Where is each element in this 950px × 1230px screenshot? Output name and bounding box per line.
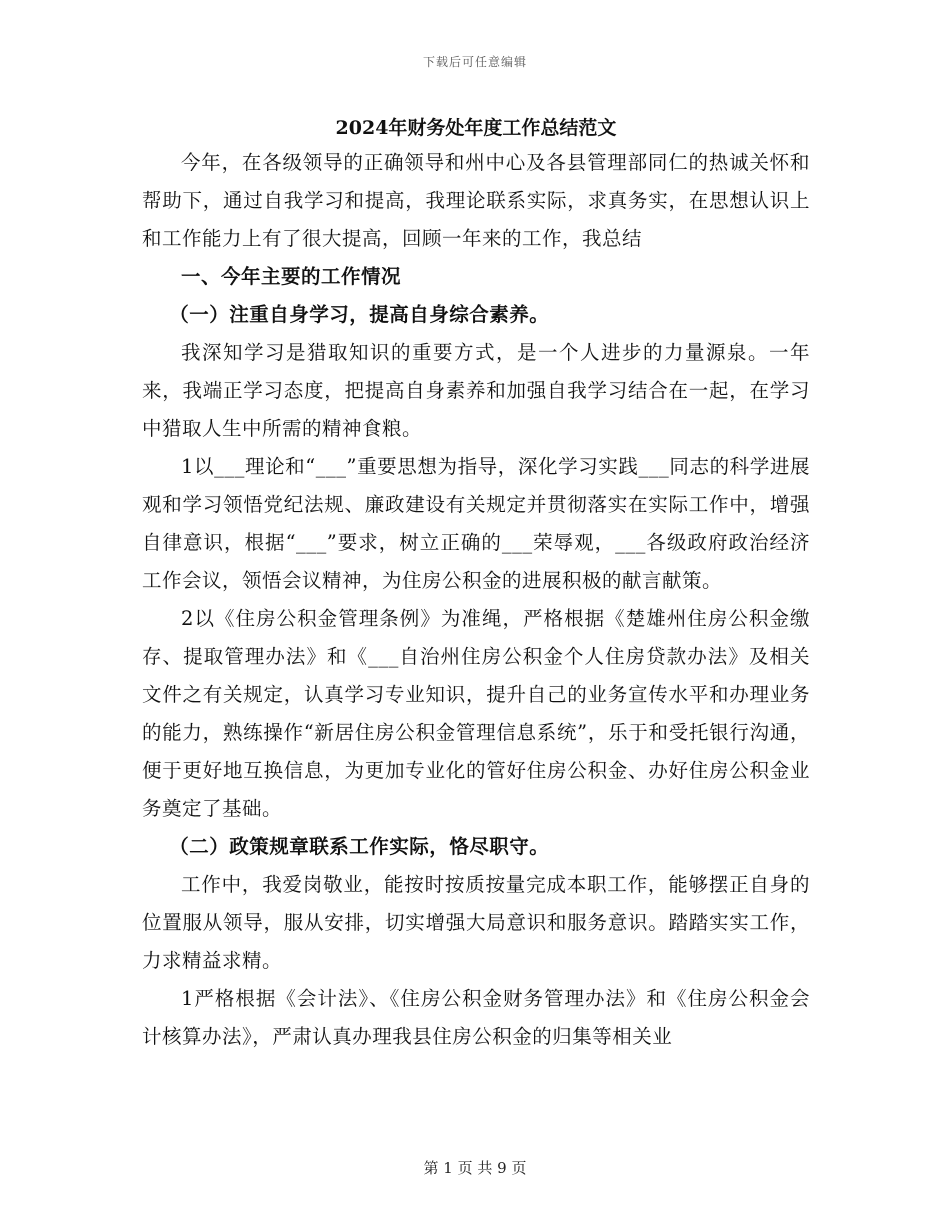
- document-title: 2024年财务处年度工作总结范文: [335, 117, 617, 139]
- subsection-2-paragraph-1: 工作中，我爱岗敬业，能按时按质按量完成本职工作，能够摆正自身的位置服从领导，服从安排，切实增强大局意识和服务意识。踏踏实实工作，力求精益求精。: [142, 873, 810, 972]
- section-heading-1: 一、今年主要的工作情况: [181, 265, 402, 288]
- subsection-1-paragraph-1: 我深知学习是猎取知识的重要方式，是一个人进步的力量源泉。一年来，我端正学习态度，把提高自身素养和加强自我学习结合在一起，在学习中猎取人生中所需的精神食粮。: [142, 341, 810, 440]
- subsection-heading-1: （一）注重自身学习，提高自身综合素养。: [169, 303, 550, 326]
- subsection-heading-2: （二）政策规章联系工作实际，恪尽职守。: [169, 835, 550, 858]
- document-body: [142, 112, 810, 1056]
- header-note: 下载后可任意编辑: [422, 55, 527, 69]
- subsection-1-paragraph-3: 2以《住房公积金管理条例》为准绳，严格根据《楚雄州住房公积金缴存、提取管理办法》和《___自治州住房公积金个人住房贷款办法》及相关文件之有关规定，认真学习专业知识，提升自己的业务宣传水平和办理业务的能力，熟练操作“新居住房公积金管理信息系统”，乐于和受托银行沟通，便于更好地互换信息，为更加专业化的管好住房公积金、办好住房公积金业务奠定了基础。: [142, 607, 810, 820]
- page-number: 第 1 页 共 9 页: [423, 1159, 527, 1177]
- subsection-2-paragraph-2: 1严格根据《会计法》、《住房公积金财务管理办法》和《住房公积金会计核算办法》，严肃认真办理我县住房公积金的归集等相关业: [142, 987, 810, 1048]
- intro-paragraph: 今年，在各级领导的正确领导和州中心及各县管理部同仁的热诚关怀和帮助下，通过自我学习和提高，我理论联系实际，求真务实，在思想认识上和工作能力上有了很大提高，回顾一年来的工作，我总结: [142, 151, 810, 250]
- subsection-1-paragraph-2: 1以___理论和“___”重要思想为指导，深化学习实践___同志的科学进展观和学习领悟党纪法规、廉政建设有关规定并贯彻落实在实际工作中，增强自律意识，根据“___”要求，树立正确的___荣辱观，___各级政府政治经济工作会议，领悟会议精神，为住房公积金的进展积极的献言献策。: [142, 455, 810, 592]
